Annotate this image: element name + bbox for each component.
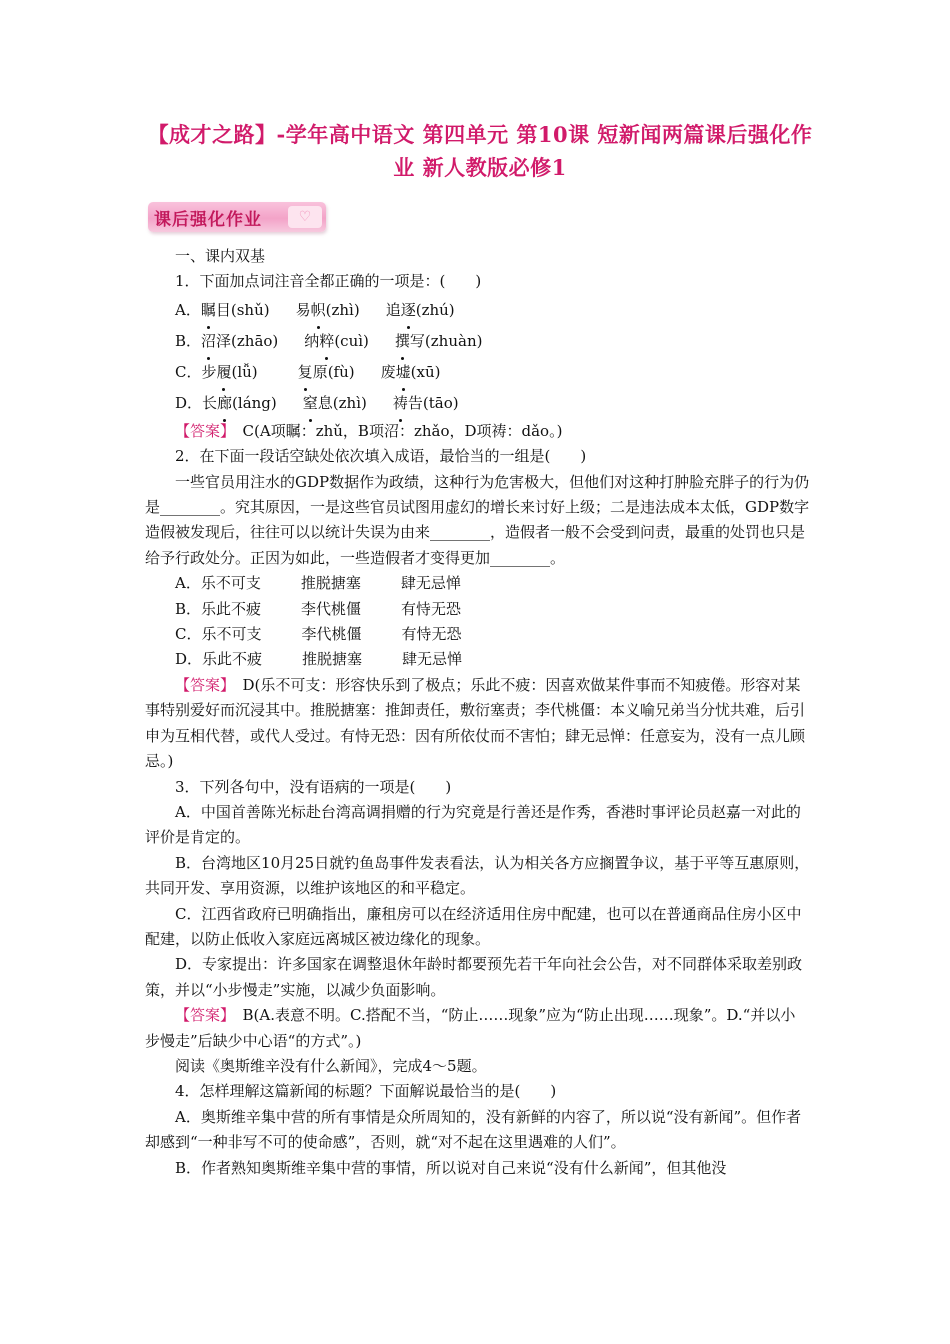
question-4-option-a: A．奥斯维辛集中营的所有事情是众所周知的，没有新鲜的内容了，所以说“没有新闻”。但作者却感到“一种非写不可的使命感”，否则，就“对不起在这里遇难的人们”。: [145, 1107, 802, 1152]
question-2-answer: 【答案】 D(乐不可支：形容快乐到了极点；乐此不疲：因喜欢做某件事而不知疲倦。形容对某事特别爱好而沉浸其中。推脱搪塞：推卸责任，敷衍塞责；李代桃僵：本义喻兄弟当分忧共难，后引申为互相代替，或代人受过。有恃无恐：因有所依仗而不害怕；肆无忌惮：任意妄为，没有一点儿顾忌。): [145, 675, 806, 771]
document-body: [145, 244, 810, 1181]
question-2-passage: 一些官员用注水的GDP数据作为政绩，这种行为危害极大，但他们对这种打肿脸充胖子的行为仍是________。究其原因，一是这些官员试图用虚幻的增长来讨好上级；二是违法成本太低，GDP数字造假被发现后，往往可以以统计失误为由来________，造假者一般不会受到问责，最重的处罚也只是给予行政处分。正因为如此，一些造假者才变得更加________。: [145, 472, 810, 567]
question-2-option-c: C．乐不可支 李代桃僵 有恃无恐: [175, 625, 462, 644]
question-2-option-d: D．乐此不疲 推脱搪塞 肆无忌惮: [175, 650, 463, 669]
question-1-option-a: A．瞩目(shǔ) 易帜(zhì) 追逐(zhú): [145, 295, 810, 326]
question-1-option-c: C．步履(lǚ) 复原(fù) 废墟(xū): [145, 357, 810, 388]
reading-instruction: 阅读《奥斯维辛没有什么新闻》，完成4～5题。: [175, 1056, 487, 1075]
question-3-option-b: B．台湾地区10月25日就钓鱼岛事件发表看法，认为相关各方应搁置争议，基于平等互惠原则，共同开发、享用资源，以维护该地区的和平稳定。: [145, 853, 810, 898]
question-1-stem: 1．下面加点词注音全都正确的一项是：( ): [175, 272, 482, 291]
question-3-answer: 【答案】 B(A.表意不明。C.搭配不当，“防止……现象”应为“防止出现……现象”。D.“并以小步慢走”后缺少中心语“的方式”。): [145, 1006, 796, 1050]
section-banner: [148, 202, 326, 232]
answer-tag: 【答案】: [175, 675, 228, 694]
question-3-stem: 3．下列各句中，没有语病的一项是( ): [175, 777, 452, 796]
banner-label: 课后强化作业: [154, 210, 262, 230]
question-1-option-b: B．沼泽(zhāo) 纳粹(cuì) 撰写(zhuàn): [145, 326, 810, 357]
question-2-option-a: A．乐不可支 推脱搪塞 肆无忌惮: [175, 574, 461, 593]
question-1-answer: 【答案】 C(A项瞩：zhǔ，B项沼：zhǎo，D项祷：dǎo。): [175, 421, 563, 440]
document-title: 【成才之路】-学年高中语文 第四单元 第10课 短新闻两篇课后强化作业 新人教版必修1: [147, 122, 813, 180]
question-3-option-a: A．中国首善陈光标赴台湾高调捐赠的行为究竟是行善还是作秀，香港时事评论员赵嘉一对此的评价是肯定的。: [145, 802, 801, 847]
answer-tag: 【答案】: [175, 421, 228, 440]
question-2-option-b: B．乐此不疲 李代桃僵 有恃无恐: [175, 599, 462, 618]
heart-icon: ♡: [288, 206, 322, 228]
question-3-option-c: C．江西省政府已明确指出，廉租房可以在经济适用住房中配建，也可以在普通商品住房小区中配建，以防止低收入家庭远离城区被边缘化的现象。: [145, 904, 802, 948]
section-heading: 一、课内双基: [175, 247, 266, 265]
question-3-option-d: D．专家提出：许多国家在调整退休年龄时都要预先若干年向社会公告，对不同群体采取差别政策，并以“小步慢走”实施，以减少负面影响。: [145, 955, 803, 999]
question-4-stem: 4．怎样理解这篇新闻的标题？下面解说最恰当的是( ): [175, 1082, 557, 1101]
question-4-option-b: B．作者熟知奥斯维辛集中营的事情，所以说对自己来说“没有什么新闻”，但其他没: [175, 1158, 727, 1177]
question-2-stem: 2．在下面一段话空缺处依次填入成语，最恰当的一组是( ): [175, 447, 587, 466]
question-1-option-d: D．长廊(láng) 窒息(zhì) 祷告(tāo): [145, 388, 810, 419]
answer-tag: 【答案】: [175, 1006, 228, 1025]
